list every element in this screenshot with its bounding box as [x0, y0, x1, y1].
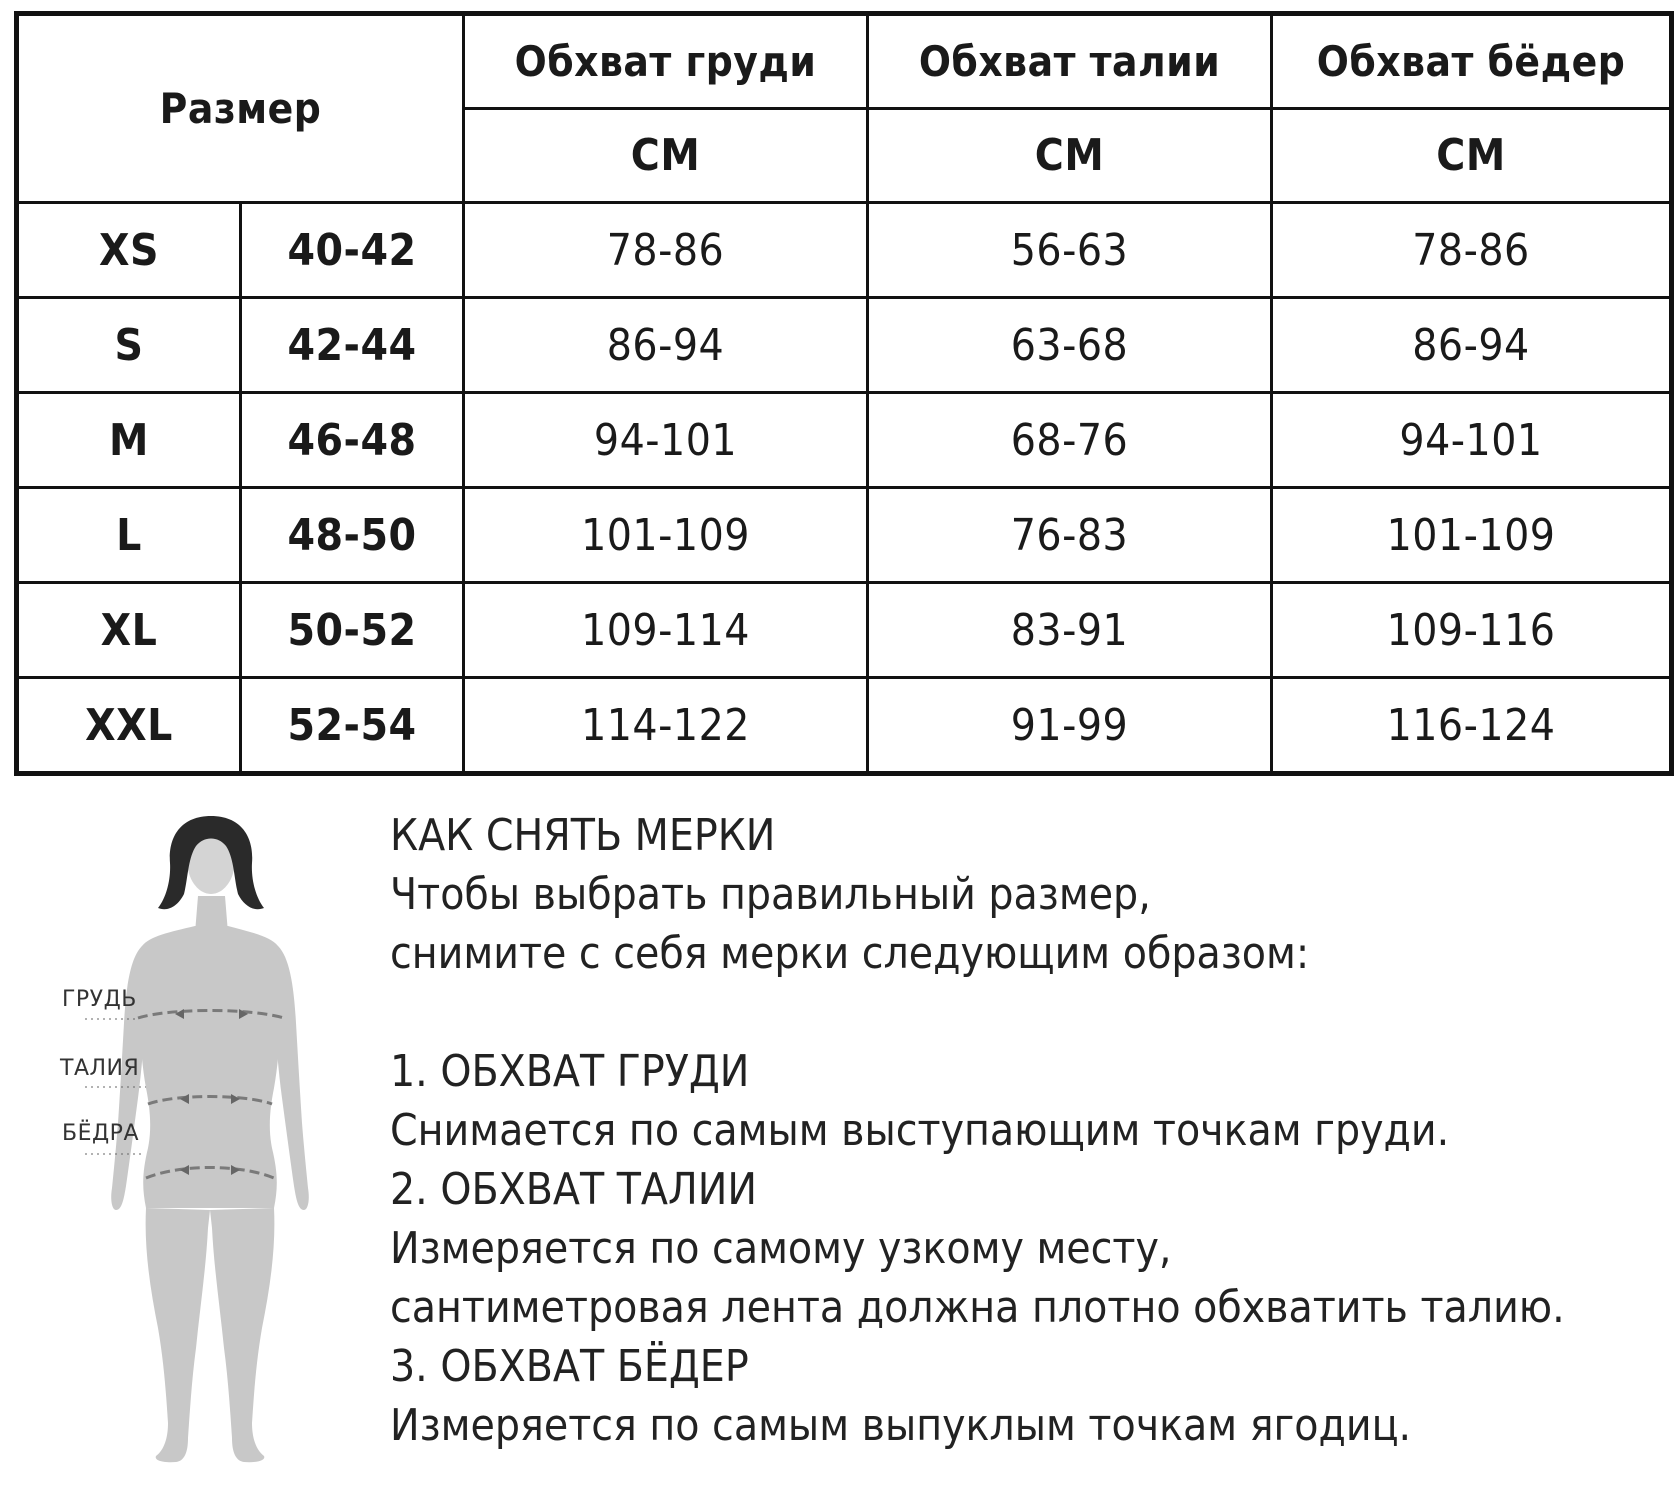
measurement-instructions	[390, 806, 1675, 1455]
step2-text-2: сантиметровая лента должна плотно обхватить талию.	[390, 1282, 1565, 1333]
instructions-title: КАК СНЯТЬ МЕРКИ	[390, 810, 776, 861]
table-row	[17, 393, 1672, 488]
waist-value: 76-83	[868, 488, 1272, 583]
size-label: L	[17, 488, 241, 583]
chest-unit: СМ	[464, 109, 868, 203]
waist-value: 56-63	[868, 203, 1272, 298]
instructions-intro-2: снимите с себя мерки следующим образом:	[390, 928, 1310, 979]
table-row	[17, 298, 1672, 393]
waist-value: 83-91	[868, 583, 1272, 678]
table-row	[17, 678, 1672, 774]
step2-title: 2. ОБХВАТ ТАЛИИ	[390, 1164, 757, 1215]
chest-value: 94-101	[464, 393, 868, 488]
size-label: S	[17, 298, 241, 393]
hips-value: 86-94	[1272, 298, 1672, 393]
size-label: XS	[17, 203, 241, 298]
chest-value: 114-122	[464, 678, 868, 774]
instructions-intro-1: Чтобы выбрать правильный размер,	[390, 869, 1151, 920]
hips-value: 109-116	[1272, 583, 1672, 678]
ru-size: 46-48	[241, 393, 464, 488]
hips-value: 116-124	[1272, 678, 1672, 774]
hips-value: 94-101	[1272, 393, 1672, 488]
size-table	[14, 11, 1674, 776]
hips-value: 78-86	[1272, 203, 1672, 298]
step1-title: 1. ОБХВАТ ГРУДИ	[390, 1046, 750, 1097]
waist-value: 91-99	[868, 678, 1272, 774]
waist-header: Обхват талии	[868, 14, 1272, 109]
hips-header: Обхват бёдер	[1272, 14, 1672, 109]
chest-value: 101-109	[464, 488, 868, 583]
size-label: M	[17, 393, 241, 488]
table-row	[17, 583, 1672, 678]
waist-value: 68-76	[868, 393, 1272, 488]
hips-unit: СМ	[1272, 109, 1672, 203]
ru-size: 52-54	[241, 678, 464, 774]
chest-label: ГРУДЬ	[62, 987, 137, 1012]
step2-text-1: Измеряется по самому узкому месту,	[390, 1223, 1172, 1274]
hips-value: 101-109	[1272, 488, 1672, 583]
chest-value: 86-94	[464, 298, 868, 393]
chest-value: 78-86	[464, 203, 868, 298]
ru-size: 50-52	[241, 583, 464, 678]
header-row-titles	[17, 14, 1672, 109]
table-row	[17, 488, 1672, 583]
hips-label: БЁДРА	[62, 1121, 139, 1146]
ru-size: 40-42	[241, 203, 464, 298]
waist-label: ТАЛИЯ	[60, 1056, 140, 1081]
ru-size: 42-44	[241, 298, 464, 393]
step1-text: Снимается по самым выступающим точкам груди.	[390, 1105, 1450, 1156]
step3-title: 3. ОБХВАТ БЁДЕР	[390, 1341, 749, 1392]
size-header: Размер	[17, 14, 464, 203]
spacer	[390, 983, 1675, 1042]
chest-header: Обхват груди	[464, 14, 868, 109]
waist-unit: СМ	[868, 109, 1272, 203]
waist-value: 63-68	[868, 298, 1272, 393]
size-label: XL	[17, 583, 241, 678]
size-label: XXL	[17, 678, 241, 774]
step3-text: Измеряется по самым выпуклым точкам ягодиц.	[390, 1400, 1412, 1451]
table-row	[17, 203, 1672, 298]
chest-value: 109-114	[464, 583, 868, 678]
ru-size: 48-50	[241, 488, 464, 583]
